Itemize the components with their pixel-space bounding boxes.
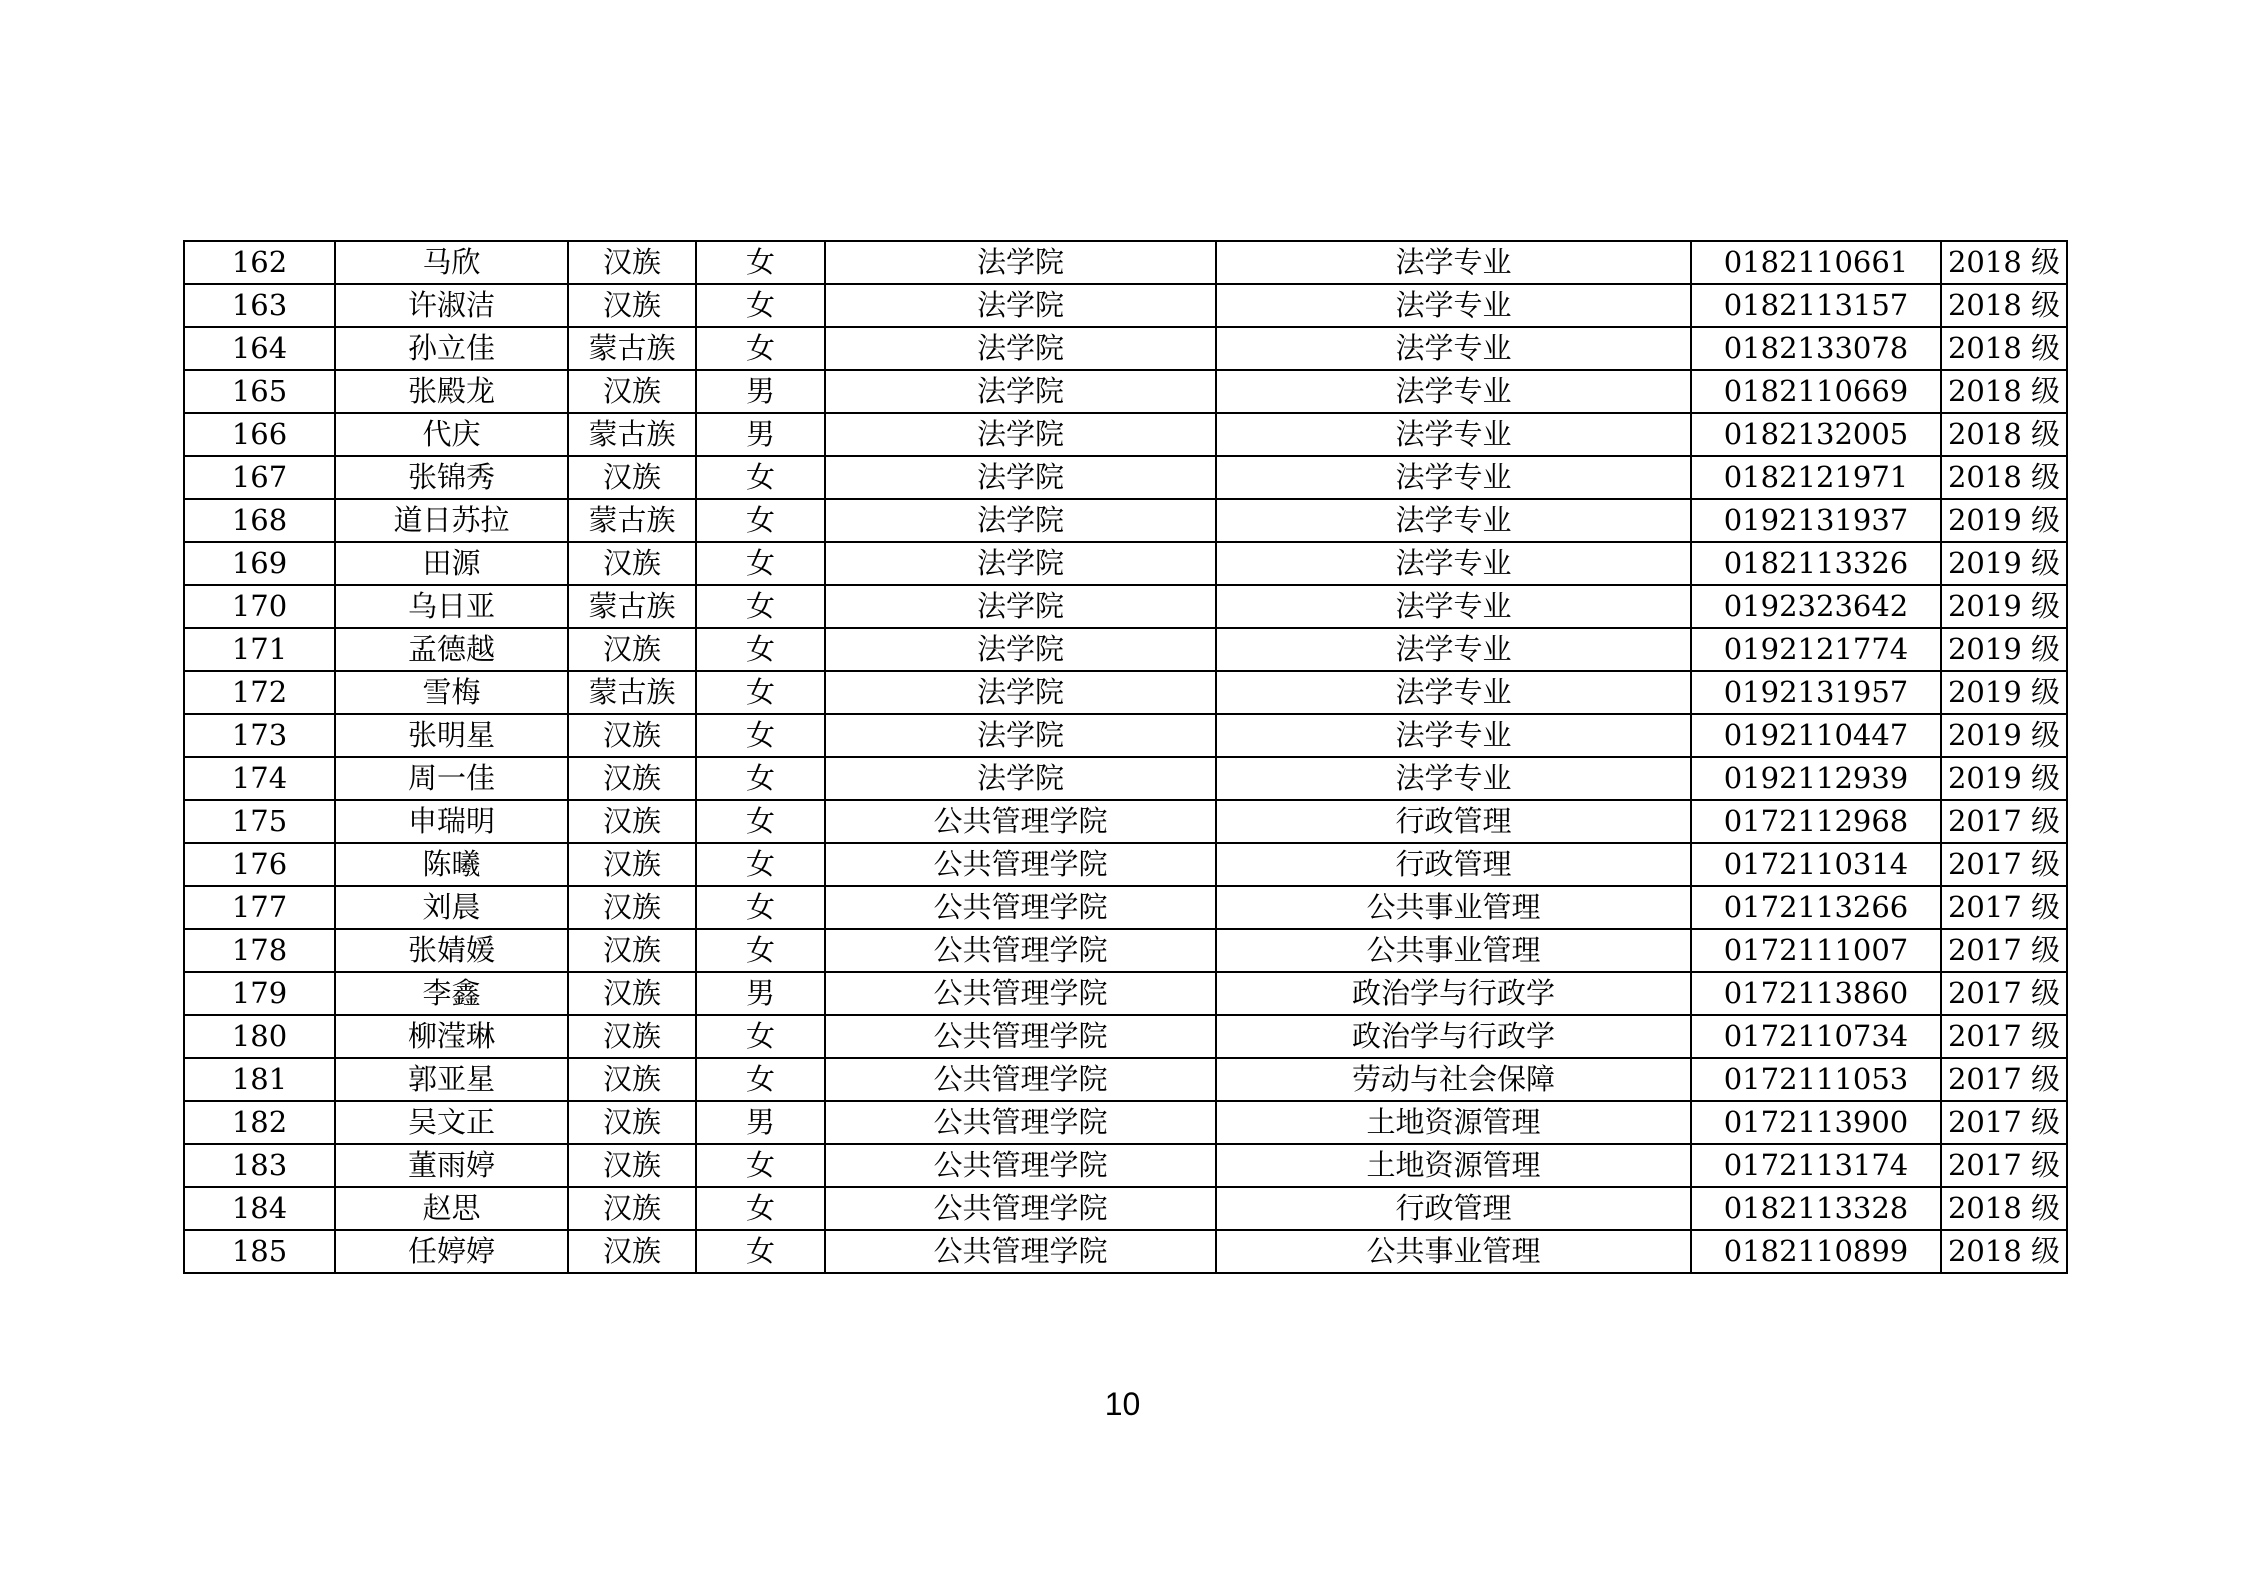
- student-id-cell: 0182113326: [1691, 542, 1941, 585]
- ethnicity-cell: 汉族: [568, 628, 696, 671]
- table-row: [184, 929, 2067, 972]
- name-cell: 李鑫: [335, 972, 568, 1015]
- table-row: [184, 1230, 2067, 1273]
- college-cell: 法学院: [825, 284, 1216, 327]
- table-row: [184, 284, 2067, 327]
- ethnicity-cell: 汉族: [568, 1015, 696, 1058]
- grade-cell: 2019 级: [1941, 671, 2067, 714]
- name-cell: 代庆: [335, 413, 568, 456]
- college-cell: 法学院: [825, 628, 1216, 671]
- major-cell: 法学专业: [1216, 671, 1691, 714]
- serial-number-cell: 175: [184, 800, 335, 843]
- college-cell: 公共管理学院: [825, 1187, 1216, 1230]
- name-cell: 陈曦: [335, 843, 568, 886]
- name-cell: 任婷婷: [335, 1230, 568, 1273]
- table-row: [184, 800, 2067, 843]
- name-cell: 道日苏拉: [335, 499, 568, 542]
- table-row: [184, 1015, 2067, 1058]
- ethnicity-cell: 汉族: [568, 800, 696, 843]
- table-row: [184, 370, 2067, 413]
- ethnicity-cell: 汉族: [568, 843, 696, 886]
- gender-cell: 女: [696, 327, 825, 370]
- name-cell: 雪梅: [335, 671, 568, 714]
- college-cell: 法学院: [825, 499, 1216, 542]
- table-row: [184, 671, 2067, 714]
- ethnicity-cell: 汉族: [568, 1058, 696, 1101]
- student-roster-table: [183, 240, 2068, 1274]
- grade-cell: 2019 级: [1941, 585, 2067, 628]
- name-cell: 许淑洁: [335, 284, 568, 327]
- serial-number-cell: 182: [184, 1101, 335, 1144]
- student-id-cell: 0192110447: [1691, 714, 1941, 757]
- serial-number-cell: 176: [184, 843, 335, 886]
- major-cell: 法学专业: [1216, 628, 1691, 671]
- major-cell: 法学专业: [1216, 370, 1691, 413]
- name-cell: 赵思: [335, 1187, 568, 1230]
- ethnicity-cell: 汉族: [568, 542, 696, 585]
- table-row: [184, 628, 2067, 671]
- ethnicity-cell: 汉族: [568, 1101, 696, 1144]
- student-id-cell: 0172112968: [1691, 800, 1941, 843]
- grade-cell: 2018 级: [1941, 1230, 2067, 1273]
- table-row: [184, 327, 2067, 370]
- student-id-cell: 0182121971: [1691, 456, 1941, 499]
- name-cell: 吴文正: [335, 1101, 568, 1144]
- ethnicity-cell: 蒙古族: [568, 413, 696, 456]
- gender-cell: 女: [696, 1144, 825, 1187]
- gender-cell: 女: [696, 284, 825, 327]
- serial-number-cell: 174: [184, 757, 335, 800]
- student-id-cell: 0182132005: [1691, 413, 1941, 456]
- serial-number-cell: 162: [184, 241, 335, 284]
- major-cell: 公共事业管理: [1216, 886, 1691, 929]
- college-cell: 法学院: [825, 671, 1216, 714]
- grade-cell: 2017 级: [1941, 929, 2067, 972]
- page-number: 10: [1104, 1386, 1141, 1422]
- ethnicity-cell: 蒙古族: [568, 671, 696, 714]
- ethnicity-cell: 汉族: [568, 929, 696, 972]
- major-cell: 法学专业: [1216, 456, 1691, 499]
- college-cell: 公共管理学院: [825, 1015, 1216, 1058]
- name-cell: 郭亚星: [335, 1058, 568, 1101]
- major-cell: 法学专业: [1216, 499, 1691, 542]
- gender-cell: 女: [696, 671, 825, 714]
- college-cell: 法学院: [825, 757, 1216, 800]
- table-row: [184, 757, 2067, 800]
- ethnicity-cell: 汉族: [568, 1187, 696, 1230]
- gender-cell: 女: [696, 542, 825, 585]
- grade-cell: 2017 级: [1941, 1058, 2067, 1101]
- serial-number-cell: 184: [184, 1187, 335, 1230]
- college-cell: 法学院: [825, 714, 1216, 757]
- college-cell: 公共管理学院: [825, 1144, 1216, 1187]
- serial-number-cell: 167: [184, 456, 335, 499]
- major-cell: 法学专业: [1216, 284, 1691, 327]
- college-cell: 法学院: [825, 327, 1216, 370]
- grade-cell: 2018 级: [1941, 327, 2067, 370]
- gender-cell: 男: [696, 370, 825, 413]
- name-cell: 柳滢琳: [335, 1015, 568, 1058]
- ethnicity-cell: 汉族: [568, 886, 696, 929]
- ethnicity-cell: 汉族: [568, 284, 696, 327]
- grade-cell: 2019 级: [1941, 499, 2067, 542]
- student-id-cell: 0182110669: [1691, 370, 1941, 413]
- grade-cell: 2017 级: [1941, 1144, 2067, 1187]
- college-cell: 法学院: [825, 456, 1216, 499]
- ethnicity-cell: 汉族: [568, 972, 696, 1015]
- name-cell: 张明星: [335, 714, 568, 757]
- major-cell: 法学专业: [1216, 757, 1691, 800]
- ethnicity-cell: 汉族: [568, 1144, 696, 1187]
- ethnicity-cell: 汉族: [568, 757, 696, 800]
- student-id-cell: 0182113328: [1691, 1187, 1941, 1230]
- table-row: [184, 241, 2067, 284]
- major-cell: 法学专业: [1216, 327, 1691, 370]
- serial-number-cell: 172: [184, 671, 335, 714]
- gender-cell: 女: [696, 886, 825, 929]
- ethnicity-cell: 蒙古族: [568, 585, 696, 628]
- major-cell: 行政管理: [1216, 843, 1691, 886]
- student-id-cell: 0172113266: [1691, 886, 1941, 929]
- ethnicity-cell: 蒙古族: [568, 499, 696, 542]
- gender-cell: 男: [696, 1101, 825, 1144]
- serial-number-cell: 171: [184, 628, 335, 671]
- major-cell: 法学专业: [1216, 585, 1691, 628]
- gender-cell: 女: [696, 499, 825, 542]
- ethnicity-cell: 汉族: [568, 241, 696, 284]
- grade-cell: 2018 级: [1941, 284, 2067, 327]
- student-id-cell: 0192112939: [1691, 757, 1941, 800]
- gender-cell: 女: [696, 843, 825, 886]
- major-cell: 土地资源管理: [1216, 1101, 1691, 1144]
- student-id-cell: 0192323642: [1691, 585, 1941, 628]
- student-id-cell: 0172110314: [1691, 843, 1941, 886]
- table-row: [184, 886, 2067, 929]
- serial-number-cell: 179: [184, 972, 335, 1015]
- name-cell: 张婧媛: [335, 929, 568, 972]
- gender-cell: 女: [696, 1187, 825, 1230]
- college-cell: 法学院: [825, 585, 1216, 628]
- grade-cell: 2017 级: [1941, 972, 2067, 1015]
- college-cell: 法学院: [825, 413, 1216, 456]
- student-id-cell: 0172113900: [1691, 1101, 1941, 1144]
- table-row: [184, 714, 2067, 757]
- college-cell: 公共管理学院: [825, 1101, 1216, 1144]
- serial-number-cell: 181: [184, 1058, 335, 1101]
- table-row: [184, 843, 2067, 886]
- major-cell: 法学专业: [1216, 542, 1691, 585]
- grade-cell: 2018 级: [1941, 1187, 2067, 1230]
- ethnicity-cell: 汉族: [568, 714, 696, 757]
- table-body: [184, 241, 2067, 1273]
- grade-cell: 2018 级: [1941, 241, 2067, 284]
- college-cell: 法学院: [825, 542, 1216, 585]
- major-cell: 法学专业: [1216, 241, 1691, 284]
- major-cell: 政治学与行政学: [1216, 972, 1691, 1015]
- grade-cell: 2017 级: [1941, 800, 2067, 843]
- serial-number-cell: 168: [184, 499, 335, 542]
- name-cell: 张锦秀: [335, 456, 568, 499]
- major-cell: 公共事业管理: [1216, 929, 1691, 972]
- college-cell: 公共管理学院: [825, 843, 1216, 886]
- gender-cell: 女: [696, 628, 825, 671]
- gender-cell: 女: [696, 800, 825, 843]
- table-row: [184, 456, 2067, 499]
- name-cell: 周一佳: [335, 757, 568, 800]
- grade-cell: 2018 级: [1941, 370, 2067, 413]
- grade-cell: 2017 级: [1941, 1015, 2067, 1058]
- major-cell: 行政管理: [1216, 1187, 1691, 1230]
- grade-cell: 2018 级: [1941, 456, 2067, 499]
- ethnicity-cell: 汉族: [568, 370, 696, 413]
- serial-number-cell: 178: [184, 929, 335, 972]
- table-row: [184, 1058, 2067, 1101]
- grade-cell: 2019 级: [1941, 757, 2067, 800]
- college-cell: 公共管理学院: [825, 972, 1216, 1015]
- grade-cell: 2017 级: [1941, 886, 2067, 929]
- grade-cell: 2019 级: [1941, 628, 2067, 671]
- serial-number-cell: 164: [184, 327, 335, 370]
- college-cell: 法学院: [825, 241, 1216, 284]
- grade-cell: 2019 级: [1941, 542, 2067, 585]
- gender-cell: 男: [696, 413, 825, 456]
- serial-number-cell: 169: [184, 542, 335, 585]
- serial-number-cell: 183: [184, 1144, 335, 1187]
- ethnicity-cell: 汉族: [568, 1230, 696, 1273]
- serial-number-cell: 170: [184, 585, 335, 628]
- table-row: [184, 1101, 2067, 1144]
- gender-cell: 女: [696, 456, 825, 499]
- major-cell: 行政管理: [1216, 800, 1691, 843]
- serial-number-cell: 185: [184, 1230, 335, 1273]
- gender-cell: 男: [696, 972, 825, 1015]
- table-row: [184, 972, 2067, 1015]
- name-cell: 申瑞明: [335, 800, 568, 843]
- major-cell: 法学专业: [1216, 714, 1691, 757]
- major-cell: 公共事业管理: [1216, 1230, 1691, 1273]
- student-id-cell: 0182110899: [1691, 1230, 1941, 1273]
- table-row: [184, 585, 2067, 628]
- student-id-cell: 0192131957: [1691, 671, 1941, 714]
- gender-cell: 女: [696, 241, 825, 284]
- student-id-cell: 0192131937: [1691, 499, 1941, 542]
- serial-number-cell: 166: [184, 413, 335, 456]
- ethnicity-cell: 蒙古族: [568, 327, 696, 370]
- student-id-cell: 0172111053: [1691, 1058, 1941, 1101]
- student-id-cell: 0172113860: [1691, 972, 1941, 1015]
- gender-cell: 女: [696, 757, 825, 800]
- name-cell: 董雨婷: [335, 1144, 568, 1187]
- college-cell: 公共管理学院: [825, 800, 1216, 843]
- major-cell: 政治学与行政学: [1216, 1015, 1691, 1058]
- gender-cell: 女: [696, 1058, 825, 1101]
- ethnicity-cell: 汉族: [568, 456, 696, 499]
- serial-number-cell: 173: [184, 714, 335, 757]
- student-id-cell: 0182113157: [1691, 284, 1941, 327]
- college-cell: 法学院: [825, 370, 1216, 413]
- college-cell: 公共管理学院: [825, 1230, 1216, 1273]
- student-id-cell: 0172111007: [1691, 929, 1941, 972]
- gender-cell: 女: [696, 585, 825, 628]
- student-id-cell: 0172113174: [1691, 1144, 1941, 1187]
- college-cell: 公共管理学院: [825, 1058, 1216, 1101]
- student-id-cell: 0192121774: [1691, 628, 1941, 671]
- name-cell: 乌日亚: [335, 585, 568, 628]
- serial-number-cell: 180: [184, 1015, 335, 1058]
- name-cell: 刘晨: [335, 886, 568, 929]
- major-cell: 法学专业: [1216, 413, 1691, 456]
- student-id-cell: 0182133078: [1691, 327, 1941, 370]
- gender-cell: 女: [696, 1015, 825, 1058]
- grade-cell: 2018 级: [1941, 413, 2067, 456]
- gender-cell: 女: [696, 714, 825, 757]
- table-row: [184, 1144, 2067, 1187]
- gender-cell: 女: [696, 929, 825, 972]
- name-cell: 孙立佳: [335, 327, 568, 370]
- table-row: [184, 499, 2067, 542]
- major-cell: 土地资源管理: [1216, 1144, 1691, 1187]
- table-row: [184, 542, 2067, 585]
- student-id-cell: 0182110661: [1691, 241, 1941, 284]
- grade-cell: 2017 级: [1941, 1101, 2067, 1144]
- grade-cell: 2017 级: [1941, 843, 2067, 886]
- college-cell: 公共管理学院: [825, 886, 1216, 929]
- serial-number-cell: 177: [184, 886, 335, 929]
- name-cell: 孟德越: [335, 628, 568, 671]
- name-cell: 张殿龙: [335, 370, 568, 413]
- major-cell: 劳动与社会保障: [1216, 1058, 1691, 1101]
- serial-number-cell: 165: [184, 370, 335, 413]
- table-row: [184, 1187, 2067, 1230]
- gender-cell: 女: [696, 1230, 825, 1273]
- college-cell: 公共管理学院: [825, 929, 1216, 972]
- name-cell: 马欣: [335, 241, 568, 284]
- grade-cell: 2019 级: [1941, 714, 2067, 757]
- table-row: [184, 413, 2067, 456]
- name-cell: 田源: [335, 542, 568, 585]
- student-id-cell: 0172110734: [1691, 1015, 1941, 1058]
- serial-number-cell: 163: [184, 284, 335, 327]
